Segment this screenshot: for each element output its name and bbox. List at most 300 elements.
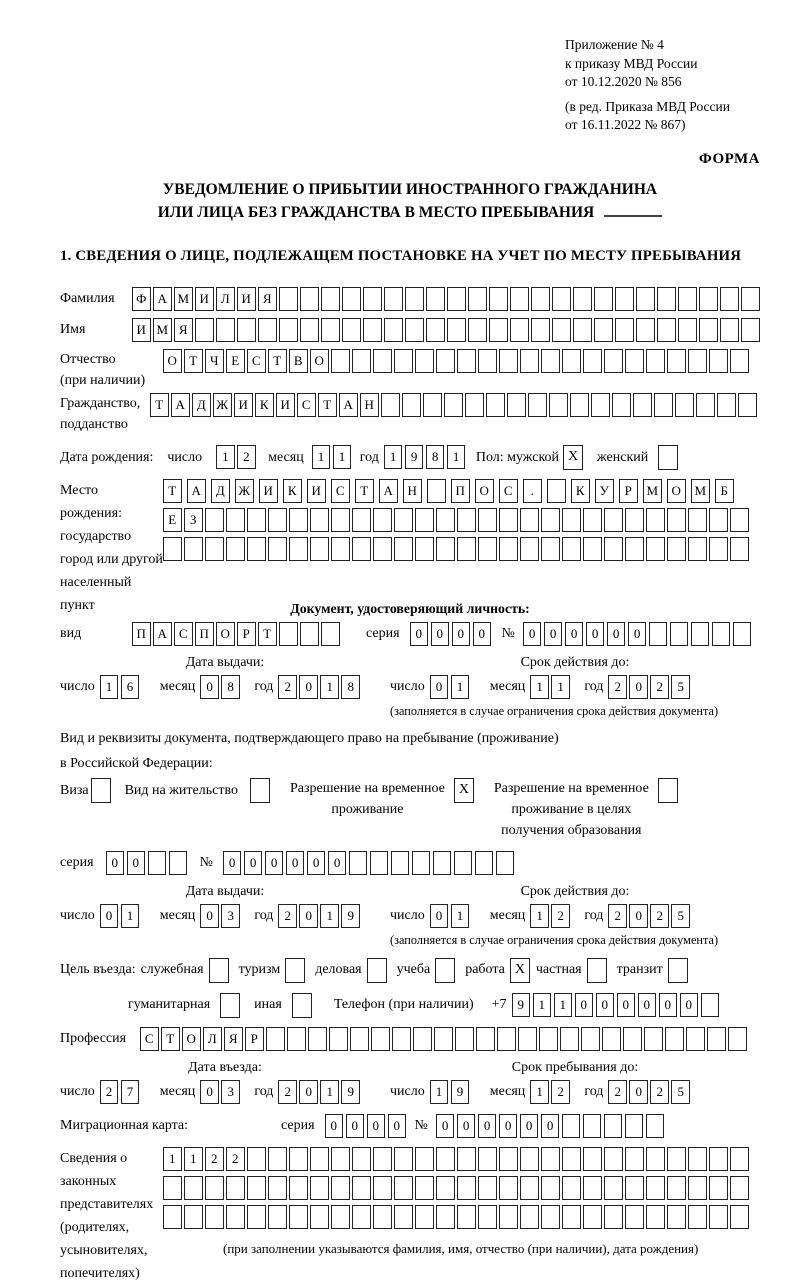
char-cell[interactable] (436, 537, 455, 561)
char-cell[interactable]: 0 (223, 851, 242, 875)
char-cell[interactable] (331, 537, 350, 561)
char-cell[interactable] (205, 508, 224, 532)
char-cell[interactable] (604, 349, 623, 373)
char-cell[interactable] (268, 1205, 287, 1229)
char-cell[interactable] (415, 1147, 434, 1171)
char-cell[interactable] (518, 1027, 537, 1051)
char-cell[interactable]: 0 (628, 622, 647, 646)
char-cell[interactable]: 2 (551, 1080, 570, 1104)
char-cell[interactable] (308, 1027, 327, 1051)
char-cell[interactable]: 2 (650, 675, 669, 699)
char-cell[interactable] (478, 349, 497, 373)
char-cell[interactable] (373, 508, 392, 532)
char-cell[interactable] (720, 318, 739, 342)
char-cell[interactable] (541, 349, 560, 373)
char-cell[interactable] (562, 1205, 581, 1229)
char-cell[interactable] (331, 1147, 350, 1171)
char-cell[interactable] (436, 508, 455, 532)
char-cell[interactable]: Ж (235, 479, 254, 503)
char-cell[interactable] (573, 287, 592, 311)
char-cell[interactable]: Т (268, 349, 287, 373)
char-cell[interactable]: 0 (244, 851, 263, 875)
char-cell[interactable] (394, 349, 413, 373)
char-cell[interactable] (670, 622, 689, 646)
char-cell[interactable]: И (195, 287, 214, 311)
sex-male-checkbox[interactable]: X (563, 445, 583, 470)
char-cell[interactable] (258, 318, 277, 342)
char-cell[interactable] (321, 622, 340, 646)
char-cell[interactable] (646, 1114, 665, 1138)
char-cell[interactable] (667, 349, 686, 373)
char-cell[interactable] (507, 393, 526, 417)
char-cell[interactable]: 1 (320, 1080, 339, 1104)
char-cell[interactable] (394, 537, 413, 561)
char-cell[interactable]: 8 (426, 445, 445, 469)
char-cell[interactable]: 1 (530, 904, 549, 928)
char-cell[interactable] (667, 1147, 686, 1171)
char-cell[interactable]: 2 (650, 904, 669, 928)
char-cell[interactable] (633, 393, 652, 417)
char-cell[interactable] (738, 393, 757, 417)
char-cell[interactable]: 9 (341, 904, 360, 928)
char-cell[interactable] (349, 851, 368, 875)
char-cell[interactable] (352, 508, 371, 532)
char-cell[interactable]: 0 (430, 675, 449, 699)
char-cell[interactable]: 0 (541, 1114, 560, 1138)
char-cell[interactable]: Е (226, 349, 245, 373)
char-cell[interactable] (394, 1176, 413, 1200)
char-cell[interactable]: 0 (638, 993, 657, 1017)
char-cell[interactable]: А (171, 393, 190, 417)
char-cell[interactable] (520, 1205, 539, 1229)
char-cell[interactable] (604, 1114, 623, 1138)
char-cell[interactable]: И (307, 479, 326, 503)
char-cell[interactable] (195, 318, 214, 342)
char-cell[interactable]: 1 (451, 904, 470, 928)
char-cell[interactable] (583, 1147, 602, 1171)
char-cell[interactable] (591, 393, 610, 417)
char-cell[interactable] (247, 1147, 266, 1171)
char-cell[interactable]: Ж (213, 393, 232, 417)
char-cell[interactable] (520, 508, 539, 532)
char-cell[interactable]: 0 (410, 622, 429, 646)
char-cell[interactable]: 5 (671, 675, 690, 699)
char-cell[interactable]: 1 (121, 904, 140, 928)
char-cell[interactable] (541, 1205, 560, 1229)
char-cell[interactable] (444, 393, 463, 417)
char-cell[interactable] (363, 287, 382, 311)
char-cell[interactable] (499, 1176, 518, 1200)
char-cell[interactable]: А (379, 479, 398, 503)
purpose-official-checkbox[interactable] (209, 958, 229, 983)
char-cell[interactable] (478, 1147, 497, 1171)
char-cell[interactable] (520, 1147, 539, 1171)
char-cell[interactable]: Я (224, 1027, 243, 1051)
char-cell[interactable] (699, 287, 718, 311)
char-cell[interactable] (394, 1205, 413, 1229)
char-cell[interactable] (350, 1027, 369, 1051)
char-cell[interactable] (499, 1205, 518, 1229)
char-cell[interactable]: Т (163, 479, 182, 503)
char-cell[interactable] (678, 287, 697, 311)
char-cell[interactable] (352, 537, 371, 561)
char-cell[interactable]: О (475, 479, 494, 503)
char-cell[interactable]: 6 (121, 675, 140, 699)
char-cell[interactable] (717, 393, 736, 417)
char-cell[interactable] (331, 1205, 350, 1229)
char-cell[interactable]: М (153, 318, 172, 342)
char-cell[interactable]: 0 (106, 851, 125, 875)
char-cell[interactable]: Т (318, 393, 337, 417)
char-cell[interactable]: 1 (554, 993, 573, 1017)
char-cell[interactable] (541, 1147, 560, 1171)
char-cell[interactable]: К (255, 393, 274, 417)
char-cell[interactable] (657, 287, 676, 311)
char-cell[interactable]: 0 (200, 1080, 219, 1104)
char-cell[interactable]: 2 (608, 1080, 627, 1104)
char-cell[interactable] (520, 1176, 539, 1200)
char-cell[interactable]: 1 (320, 904, 339, 928)
char-cell[interactable]: М (174, 287, 193, 311)
char-cell[interactable] (184, 1205, 203, 1229)
char-cell[interactable] (457, 508, 476, 532)
char-cell[interactable]: О (667, 479, 686, 503)
char-cell[interactable] (667, 508, 686, 532)
char-cell[interactable]: И (276, 393, 295, 417)
char-cell[interactable] (733, 622, 752, 646)
char-cell[interactable] (405, 287, 424, 311)
char-cell[interactable]: 0 (457, 1114, 476, 1138)
char-cell[interactable]: П (451, 479, 470, 503)
char-cell[interactable] (699, 318, 718, 342)
char-cell[interactable]: 2 (278, 904, 297, 928)
char-cell[interactable] (289, 1147, 308, 1171)
char-cell[interactable]: М (643, 479, 662, 503)
char-cell[interactable] (665, 1027, 684, 1051)
char-cell[interactable]: З (184, 508, 203, 532)
char-cell[interactable]: Я (258, 287, 277, 311)
char-cell[interactable] (741, 287, 760, 311)
char-cell[interactable]: 8 (341, 675, 360, 699)
char-cell[interactable] (247, 1205, 266, 1229)
char-cell[interactable]: 5 (671, 904, 690, 928)
char-cell[interactable] (520, 537, 539, 561)
char-cell[interactable] (457, 537, 476, 561)
purpose-humanitarian-checkbox[interactable] (220, 993, 240, 1018)
char-cell[interactable]: И (234, 393, 253, 417)
char-cell[interactable] (646, 1205, 665, 1229)
char-cell[interactable]: И (237, 287, 256, 311)
char-cell[interactable] (499, 508, 518, 532)
char-cell[interactable] (412, 851, 431, 875)
char-cell[interactable]: С (247, 349, 266, 373)
char-cell[interactable]: К (283, 479, 302, 503)
char-cell[interactable]: 1 (551, 675, 570, 699)
char-cell[interactable] (426, 318, 445, 342)
char-cell[interactable] (205, 1176, 224, 1200)
char-cell[interactable] (310, 1147, 329, 1171)
char-cell[interactable]: 1 (447, 445, 466, 469)
char-cell[interactable] (415, 1176, 434, 1200)
char-cell[interactable] (415, 349, 434, 373)
char-cell[interactable]: Т (184, 349, 203, 373)
char-cell[interactable]: 0 (328, 851, 347, 875)
char-cell[interactable]: А (153, 622, 172, 646)
char-cell[interactable] (667, 1176, 686, 1200)
char-cell[interactable]: Я (174, 318, 193, 342)
char-cell[interactable] (541, 1176, 560, 1200)
char-cell[interactable] (594, 318, 613, 342)
char-cell[interactable] (625, 508, 644, 532)
char-cell[interactable] (427, 479, 446, 503)
purpose-transit-checkbox[interactable] (668, 958, 688, 983)
char-cell[interactable] (436, 1176, 455, 1200)
char-cell[interactable] (447, 287, 466, 311)
char-cell[interactable] (625, 349, 644, 373)
char-cell[interactable]: . (523, 479, 542, 503)
char-cell[interactable]: 2 (608, 904, 627, 928)
char-cell[interactable] (478, 508, 497, 532)
char-cell[interactable]: 0 (617, 993, 636, 1017)
char-cell[interactable] (381, 393, 400, 417)
char-cell[interactable] (688, 1176, 707, 1200)
char-cell[interactable] (573, 318, 592, 342)
char-cell[interactable] (688, 508, 707, 532)
char-cell[interactable]: Л (216, 287, 235, 311)
char-cell[interactable]: Д (192, 393, 211, 417)
char-cell[interactable]: 0 (436, 1114, 455, 1138)
char-cell[interactable] (426, 287, 445, 311)
char-cell[interactable] (321, 318, 340, 342)
char-cell[interactable] (486, 393, 505, 417)
char-cell[interactable]: 1 (312, 445, 331, 469)
char-cell[interactable]: 9 (405, 445, 424, 469)
char-cell[interactable] (552, 318, 571, 342)
char-cell[interactable] (247, 1176, 266, 1200)
purpose-private-checkbox[interactable] (587, 958, 607, 983)
char-cell[interactable]: 0 (325, 1114, 344, 1138)
char-cell[interactable] (268, 1147, 287, 1171)
char-cell[interactable]: 1 (216, 445, 235, 469)
char-cell[interactable] (625, 537, 644, 561)
char-cell[interactable] (457, 1147, 476, 1171)
char-cell[interactable] (691, 622, 710, 646)
temp-residence-checkbox[interactable]: X (454, 778, 474, 803)
char-cell[interactable]: 0 (607, 622, 626, 646)
char-cell[interactable]: Р (245, 1027, 264, 1051)
char-cell[interactable] (434, 1027, 453, 1051)
char-cell[interactable] (649, 622, 668, 646)
edu-residence-checkbox[interactable] (658, 778, 678, 803)
char-cell[interactable] (300, 318, 319, 342)
char-cell[interactable]: В (289, 349, 308, 373)
char-cell[interactable] (646, 508, 665, 532)
sex-female-checkbox[interactable] (658, 445, 678, 470)
char-cell[interactable]: Р (237, 622, 256, 646)
char-cell[interactable] (686, 1027, 705, 1051)
char-cell[interactable] (331, 1176, 350, 1200)
char-cell[interactable] (720, 287, 739, 311)
char-cell[interactable]: С (499, 479, 518, 503)
char-cell[interactable] (499, 537, 518, 561)
char-cell[interactable] (279, 622, 298, 646)
char-cell[interactable] (496, 851, 515, 875)
char-cell[interactable] (321, 287, 340, 311)
char-cell[interactable] (531, 318, 550, 342)
char-cell[interactable] (373, 1176, 392, 1200)
char-cell[interactable] (310, 1176, 329, 1200)
char-cell[interactable]: Д (211, 479, 230, 503)
char-cell[interactable] (709, 1205, 728, 1229)
char-cell[interactable]: 0 (575, 993, 594, 1017)
char-cell[interactable] (300, 622, 319, 646)
char-cell[interactable] (528, 393, 547, 417)
char-cell[interactable]: 8 (221, 675, 240, 699)
char-cell[interactable] (657, 318, 676, 342)
char-cell[interactable] (455, 1027, 474, 1051)
char-cell[interactable] (331, 349, 350, 373)
char-cell[interactable]: С (174, 622, 193, 646)
char-cell[interactable] (583, 349, 602, 373)
char-cell[interactable] (279, 287, 298, 311)
char-cell[interactable] (678, 318, 697, 342)
char-cell[interactable]: П (195, 622, 214, 646)
char-cell[interactable] (583, 1114, 602, 1138)
purpose-study-checkbox[interactable] (435, 958, 455, 983)
char-cell[interactable]: И (259, 479, 278, 503)
char-cell[interactable] (436, 1147, 455, 1171)
char-cell[interactable] (287, 1027, 306, 1051)
char-cell[interactable]: С (140, 1027, 159, 1051)
char-cell[interactable] (247, 508, 266, 532)
char-cell[interactable]: 0 (367, 1114, 386, 1138)
char-cell[interactable] (583, 537, 602, 561)
char-cell[interactable] (373, 1147, 392, 1171)
char-cell[interactable]: 1 (533, 993, 552, 1017)
char-cell[interactable] (562, 1176, 581, 1200)
char-cell[interactable]: 0 (478, 1114, 497, 1138)
char-cell[interactable]: Т (150, 393, 169, 417)
char-cell[interactable] (310, 508, 329, 532)
char-cell[interactable] (433, 851, 452, 875)
char-cell[interactable] (728, 1027, 747, 1051)
char-cell[interactable] (423, 393, 442, 417)
char-cell[interactable] (247, 537, 266, 561)
char-cell[interactable]: 0 (430, 904, 449, 928)
char-cell[interactable] (415, 508, 434, 532)
char-cell[interactable] (583, 1205, 602, 1229)
char-cell[interactable]: 0 (659, 993, 678, 1017)
char-cell[interactable]: 3 (221, 904, 240, 928)
char-cell[interactable] (510, 318, 529, 342)
char-cell[interactable]: 1 (451, 675, 470, 699)
char-cell[interactable]: Е (163, 508, 182, 532)
char-cell[interactable] (300, 287, 319, 311)
char-cell[interactable] (625, 1147, 644, 1171)
char-cell[interactable] (342, 318, 361, 342)
char-cell[interactable]: И (132, 318, 151, 342)
char-cell[interactable] (701, 993, 720, 1017)
char-cell[interactable] (688, 1205, 707, 1229)
char-cell[interactable] (457, 349, 476, 373)
char-cell[interactable]: О (163, 349, 182, 373)
char-cell[interactable]: Т (258, 622, 277, 646)
char-cell[interactable]: 0 (265, 851, 284, 875)
char-cell[interactable] (570, 393, 589, 417)
char-cell[interactable]: 0 (200, 904, 219, 928)
char-cell[interactable] (436, 349, 455, 373)
char-cell[interactable] (520, 349, 539, 373)
char-cell[interactable] (583, 508, 602, 532)
char-cell[interactable] (615, 318, 634, 342)
char-cell[interactable] (562, 1147, 581, 1171)
char-cell[interactable]: 1 (320, 675, 339, 699)
char-cell[interactable]: О (310, 349, 329, 373)
char-cell[interactable] (667, 537, 686, 561)
char-cell[interactable] (688, 537, 707, 561)
char-cell[interactable] (163, 1205, 182, 1229)
char-cell[interactable] (539, 1027, 558, 1051)
char-cell[interactable] (646, 537, 665, 561)
char-cell[interactable] (478, 1205, 497, 1229)
char-cell[interactable]: 0 (307, 851, 326, 875)
char-cell[interactable] (415, 537, 434, 561)
char-cell[interactable] (454, 851, 473, 875)
char-cell[interactable]: М (691, 479, 710, 503)
char-cell[interactable] (226, 1205, 245, 1229)
char-cell[interactable] (370, 851, 389, 875)
char-cell[interactable] (730, 349, 749, 373)
char-cell[interactable] (741, 318, 760, 342)
char-cell[interactable] (712, 622, 731, 646)
char-cell[interactable] (730, 1176, 749, 1200)
char-cell[interactable] (279, 318, 298, 342)
char-cell[interactable]: 2 (237, 445, 256, 469)
char-cell[interactable]: 3 (221, 1080, 240, 1104)
char-cell[interactable]: 1 (184, 1147, 203, 1171)
char-cell[interactable]: 1 (530, 675, 549, 699)
char-cell[interactable] (373, 349, 392, 373)
char-cell[interactable] (688, 1147, 707, 1171)
char-cell[interactable] (541, 537, 560, 561)
char-cell[interactable]: 2 (608, 675, 627, 699)
char-cell[interactable] (205, 537, 224, 561)
char-cell[interactable]: 7 (121, 1080, 140, 1104)
char-cell[interactable]: Б (715, 479, 734, 503)
char-cell[interactable] (476, 1027, 495, 1051)
char-cell[interactable]: 0 (431, 622, 450, 646)
char-cell[interactable] (709, 537, 728, 561)
char-cell[interactable]: О (216, 622, 235, 646)
char-cell[interactable] (602, 1027, 621, 1051)
char-cell[interactable]: Ч (205, 349, 224, 373)
char-cell[interactable]: 2 (551, 904, 570, 928)
char-cell[interactable] (436, 1205, 455, 1229)
char-cell[interactable] (402, 393, 421, 417)
char-cell[interactable] (391, 851, 410, 875)
char-cell[interactable] (604, 1205, 623, 1229)
char-cell[interactable] (289, 508, 308, 532)
char-cell[interactable]: 0 (499, 1114, 518, 1138)
char-cell[interactable]: А (339, 393, 358, 417)
char-cell[interactable] (373, 537, 392, 561)
char-cell[interactable]: 5 (671, 1080, 690, 1104)
char-cell[interactable] (675, 393, 694, 417)
char-cell[interactable]: 1 (100, 675, 119, 699)
char-cell[interactable] (499, 349, 518, 373)
char-cell[interactable] (709, 349, 728, 373)
char-cell[interactable] (447, 318, 466, 342)
